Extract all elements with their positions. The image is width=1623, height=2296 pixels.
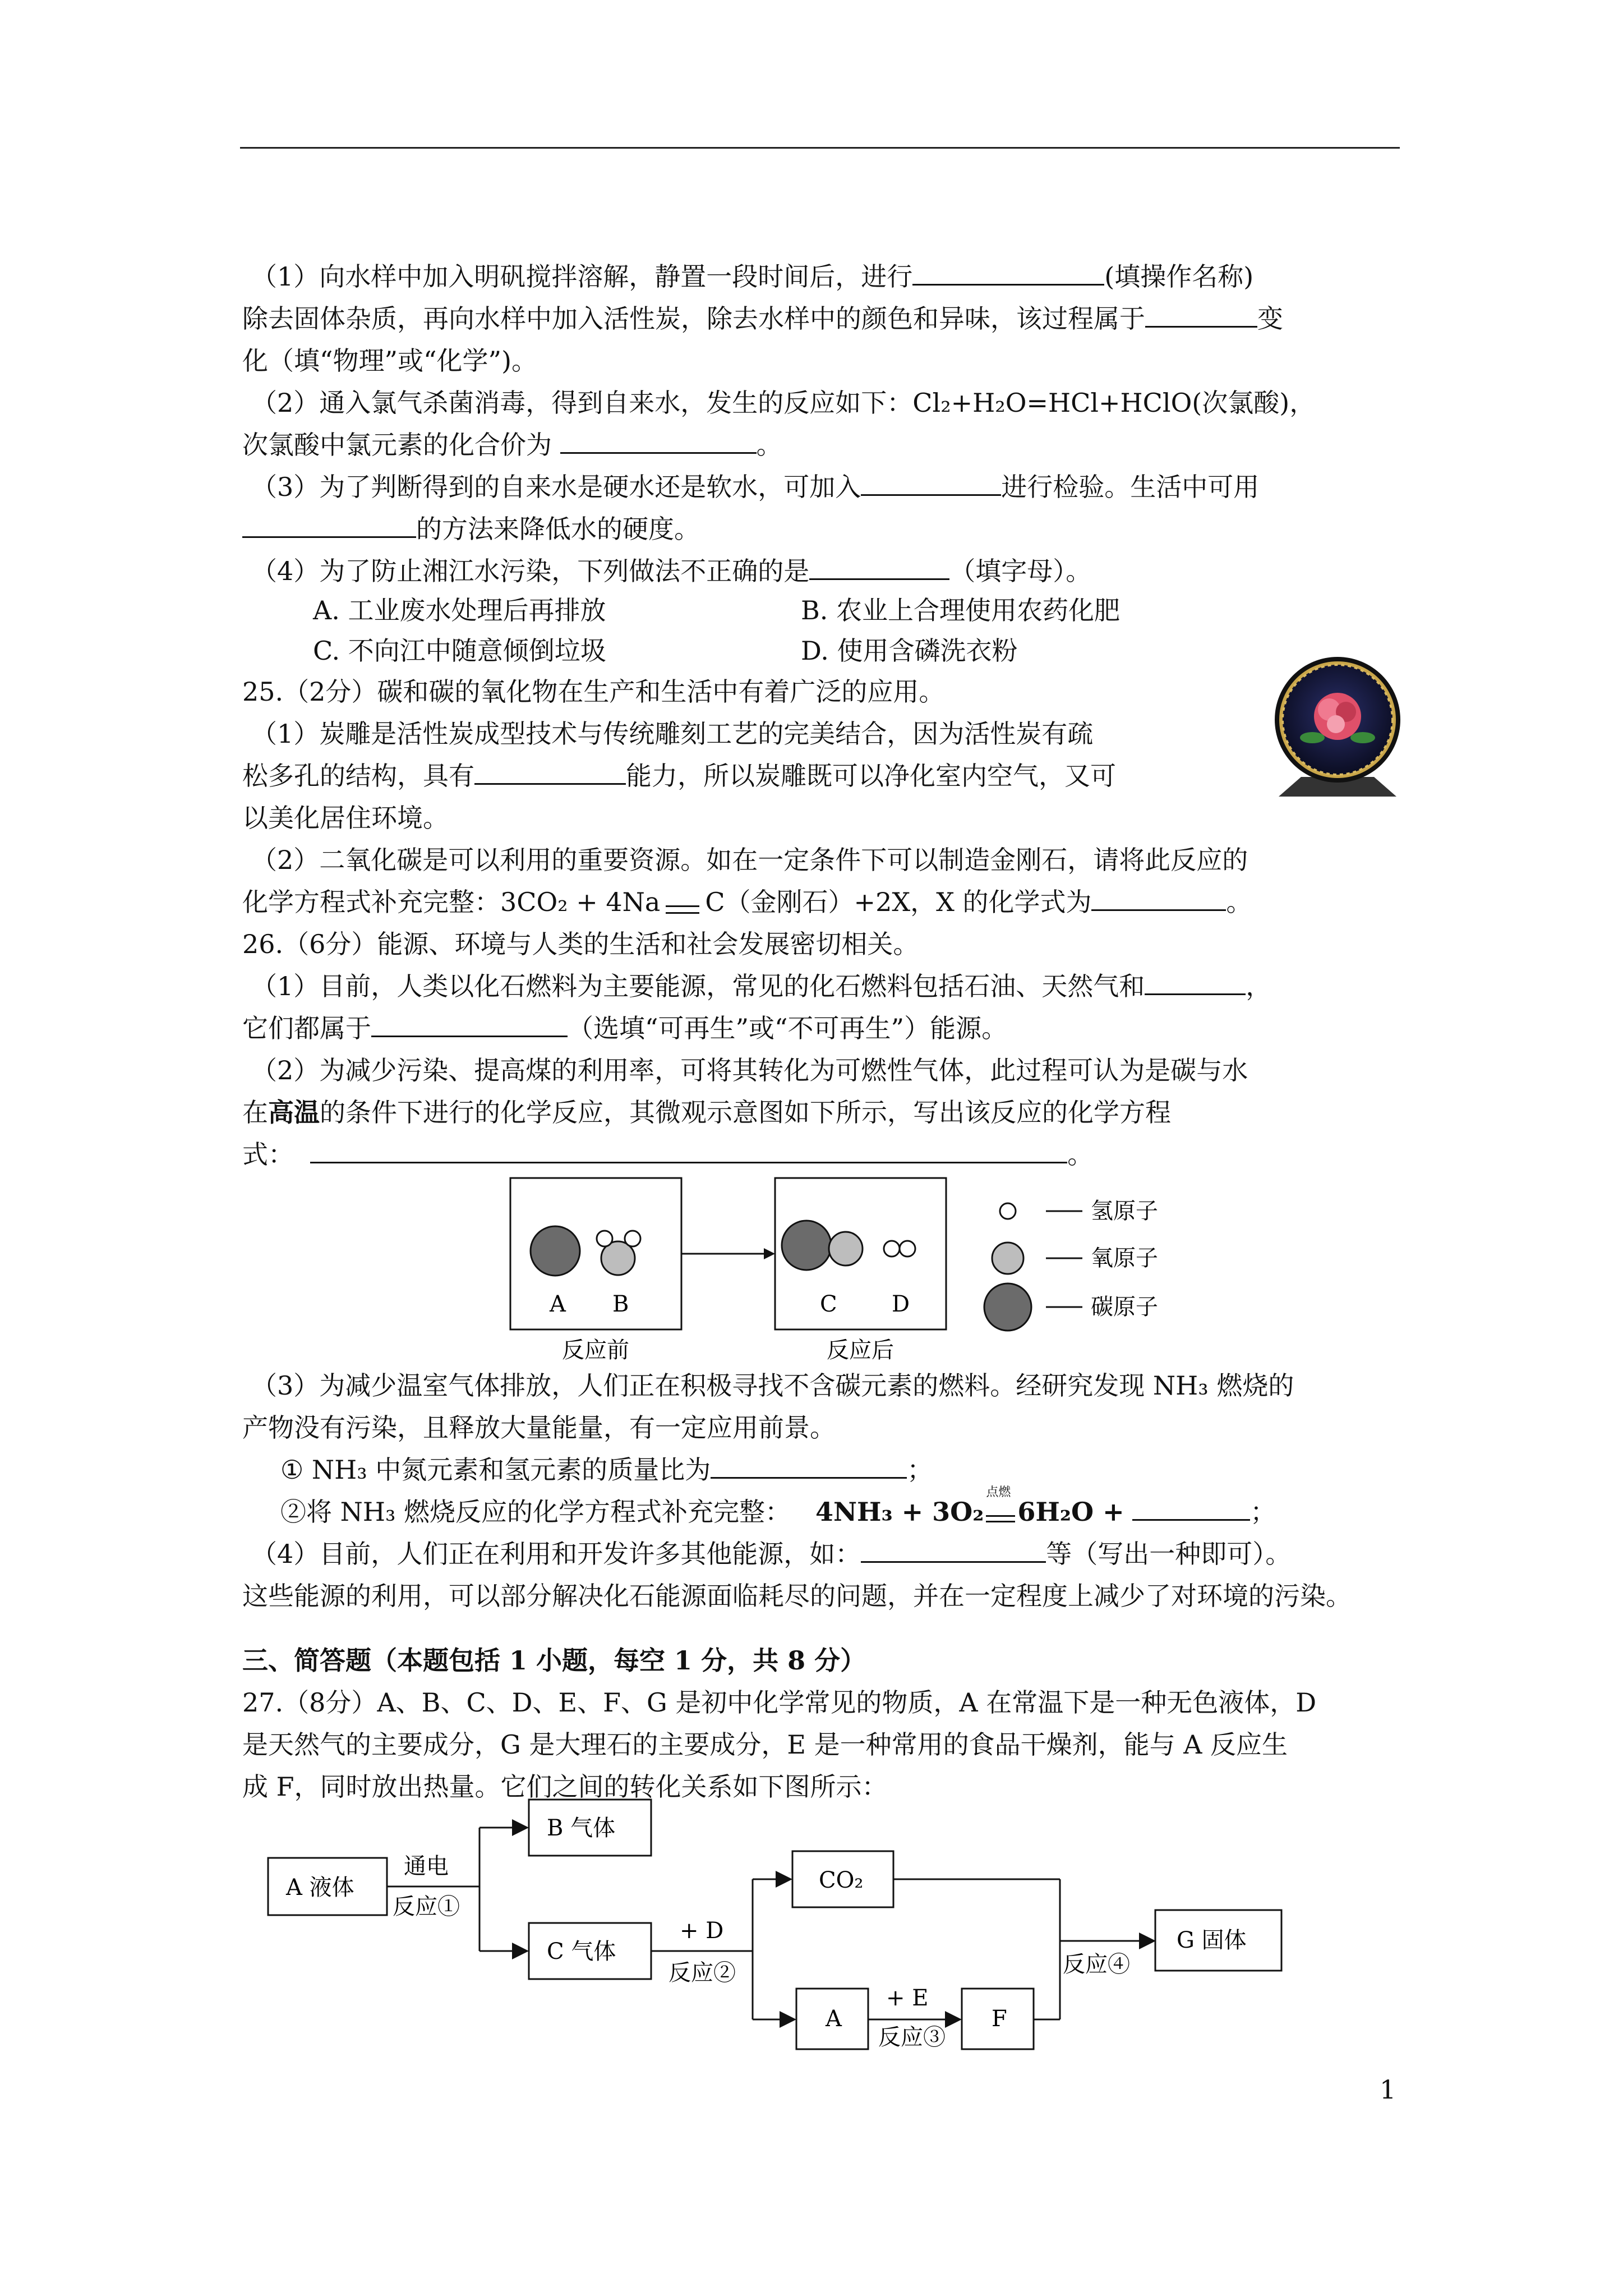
legend-oxygen-icon [992, 1243, 1023, 1274]
q25-p1-line1: （1）炭雕是活性炭成型技术与传统雕刻工艺的完美结合，因为活性炭有疏 [251, 719, 1094, 749]
electrolysis-label: 通电 [404, 1853, 449, 1879]
answer-blank [861, 472, 1001, 496]
carbon-atom-icon [782, 1221, 831, 1270]
q24-p1-line2: 除去固体杂质，再向水样中加入活性炭，除去水样中的颜色和异味，该过程属于 变 [242, 303, 1283, 334]
answer-blank [1091, 887, 1226, 911]
box-b-gas-label: B 气体 [547, 1815, 616, 1841]
q25-p2-line1: （2）二氧化碳是可以利用的重要资源。如在一定条件下可以制造金刚石，请将此反应的 [251, 845, 1248, 875]
reaction-3-label: 反应③ [878, 2024, 946, 2050]
box-g-solid-label: G 固体 [1177, 1927, 1247, 1953]
q24-p3-line1: （3）为了判断得到的自来水是硬水还是软水，可加入 进行检验。生活中可用 [251, 472, 1260, 502]
box-c-gas-label: C 气体 [547, 1939, 616, 1964]
answer-blank [1145, 971, 1246, 995]
q26-p2-line2: 在高温的条件下进行的化学反应，其微观示意图如下所示，写出该反应的化学方程 [242, 1097, 1171, 1128]
plus-d-label: + D [680, 1918, 724, 1944]
q26-p1-line2: 它们都属于 （选填“可再生”或“不可再生”）能源。 [242, 1013, 1008, 1043]
box-co2-label: CO₂ [819, 1867, 864, 1893]
q24-option-a: A. 工业废水处理后再排放 [313, 595, 606, 625]
reaction-2-label: 反应② [668, 1960, 736, 1986]
arrow-head-icon [764, 1248, 775, 1259]
q24-option-d: D. 使用含磷洗衣粉 [801, 636, 1018, 666]
legend-hydrogen-icon [1000, 1203, 1016, 1219]
q26-p4-line2: 这些能源的利用，可以部分解决化石能源面临耗尽的问题，并在一定程度上减少了对环境的污染。 [242, 1581, 1352, 1611]
after-caption: 反应后 [827, 1337, 894, 1363]
plus-e-label: + E [886, 1985, 929, 2011]
label-b: B [612, 1291, 629, 1317]
answer-blank [474, 761, 626, 785]
conversion-flow-diagram [224, 1795, 1312, 2053]
answer-blank [912, 261, 1104, 286]
page-number: 1 [1380, 2074, 1396, 2105]
answer-blank [371, 1013, 568, 1037]
box-a-liquid-label: A 液体 [286, 1875, 354, 1901]
answer-blank [711, 1455, 907, 1479]
q26-p3-line1: （3）为减少温室气体排放，人们正在积极寻找不含碳元素的燃料。经研究发现 NH₃ 燃烧的 [251, 1370, 1294, 1401]
q27-line2: 是天然气的主要成分，G 是大理石的主要成分，E 是一种常用的食品干燥剂，能与 A 反应生 [242, 1729, 1288, 1760]
box-f-label: F [992, 2006, 1007, 2032]
reaction-4-label: 反应④ [1063, 1952, 1130, 1977]
q24-p3-line2: 的方法来降低水的硬度。 [242, 512, 700, 546]
q26-p2-line1: （2）为减少污染、提高煤的利用率，可将其转化为可燃性气体，此过程可认为是碳与水 [251, 1055, 1248, 1085]
answer-blank [560, 430, 757, 454]
answer-blank [861, 1539, 1046, 1563]
q25-p1-line3: 以美化居住环境。 [242, 803, 449, 833]
reaction-1-label: 反应① [393, 1894, 460, 1920]
q25-heading: 25.（2分）碳和碳的氧化物在生产和生活中有着广泛的应用。 [242, 677, 945, 707]
q26-p1-line1: （1）目前，人类以化石燃料为主要能源，常见的化石燃料包括石油、天然气和 ， [251, 971, 1272, 1001]
q24-p1-line1: （1）向水样中加入明矾搅拌溶解，静置一段时间后，进行 (填操作名称) [251, 261, 1254, 292]
oxygen-atom-icon [829, 1232, 863, 1266]
q26-p3-line2: 产物没有污染，且释放大量能量，有一定应用前景。 [242, 1412, 836, 1443]
legend-hydrogen-label: 氢原子 [1091, 1198, 1158, 1224]
q25-p1-line2: 松多孔的结构，具有 能力，所以炭雕既可以净化室内空气，又可 [242, 761, 1116, 791]
hydrogen-atom-icon [625, 1231, 640, 1246]
answer-blank [809, 556, 949, 580]
q26-p3-line3: ① NH₃ 中氮元素和氢元素的质量比为 ； [280, 1455, 933, 1485]
before-caption: 反应前 [562, 1337, 629, 1363]
answer-blank [310, 1139, 1067, 1163]
answer-blank [1145, 303, 1257, 328]
condition-sign: 点燃 [984, 1498, 1017, 1521]
hydrogen-atom-icon [884, 1241, 900, 1257]
q26-p2-line3: 式： 。 [242, 1139, 1094, 1170]
legend-carbon-label: 碳原子 [1091, 1294, 1158, 1320]
label-d: D [892, 1291, 910, 1317]
q24-p4-line: （4）为了防止湘江水污染，下列做法不正确的是 （填字母）。 [251, 556, 1092, 586]
equals-sign [660, 889, 705, 911]
q27-line3: 成 F，同时放出热量。它们之间的转化关系如下图所示： [242, 1772, 888, 1802]
legend-oxygen-label: 氧原子 [1091, 1245, 1158, 1271]
label-c: C [820, 1291, 837, 1317]
answer-blank [242, 514, 416, 538]
section-title: 三、简答题（本题包括 1 小题，每空 1 分，共 8 分） [242, 1645, 866, 1676]
q26-heading: 26.（6分）能源、环境与人类的生活和社会发展密切相关。 [242, 929, 919, 959]
q26-p3-line4: ②将 NH₃ 燃烧反应的化学方程式补充完整： 4NH₃ + 3O₂ 点燃 6H₂O + ； [280, 1485, 1276, 1527]
carbon-carving-plate-image [1251, 654, 1424, 799]
box-a-label: A [826, 2006, 842, 2032]
answer-blank [1132, 1497, 1250, 1521]
carbon-atom-icon [531, 1226, 580, 1276]
q24-p1-line3: 化（填“物理”或“化学”)。 [242, 346, 538, 376]
q25-p2-line2: 化学方程式补充完整：3CO₂ + 4Na C（金刚石）+2X，X 的化学式为 。 [242, 887, 1252, 917]
q24-option-c: C. 不向江中随意倾倒垃圾 [313, 636, 606, 666]
header-rule [240, 147, 1400, 149]
label-a: A [550, 1291, 566, 1317]
q24-option-b: B. 农业上合理使用农药化肥 [801, 595, 1121, 625]
q24-p2-line1: （2）通入氯气杀菌消毒，得到自来水，发生的反应如下：Cl₂+H₂O=HCl+HClO(次氯酸)， [251, 388, 1316, 418]
hydrogen-atom-icon [900, 1241, 915, 1257]
hydrogen-atom-icon [597, 1231, 612, 1246]
microscopic-reaction-diagram [494, 1167, 1234, 1369]
q26-p4-line1: （4）目前，人们正在利用和开发许多其他能源，如： 等（写出一种即可）。 [251, 1539, 1292, 1569]
legend-carbon-icon [984, 1283, 1031, 1331]
q27-line1: 27.（8分）A、B、C、D、E、F、G 是初中化学常见的物质，A 在常温下是一种无色液体，D [242, 1687, 1317, 1718]
q24-p2-line2: 次氯酸中氯元素的化合价为 。 [242, 430, 782, 460]
